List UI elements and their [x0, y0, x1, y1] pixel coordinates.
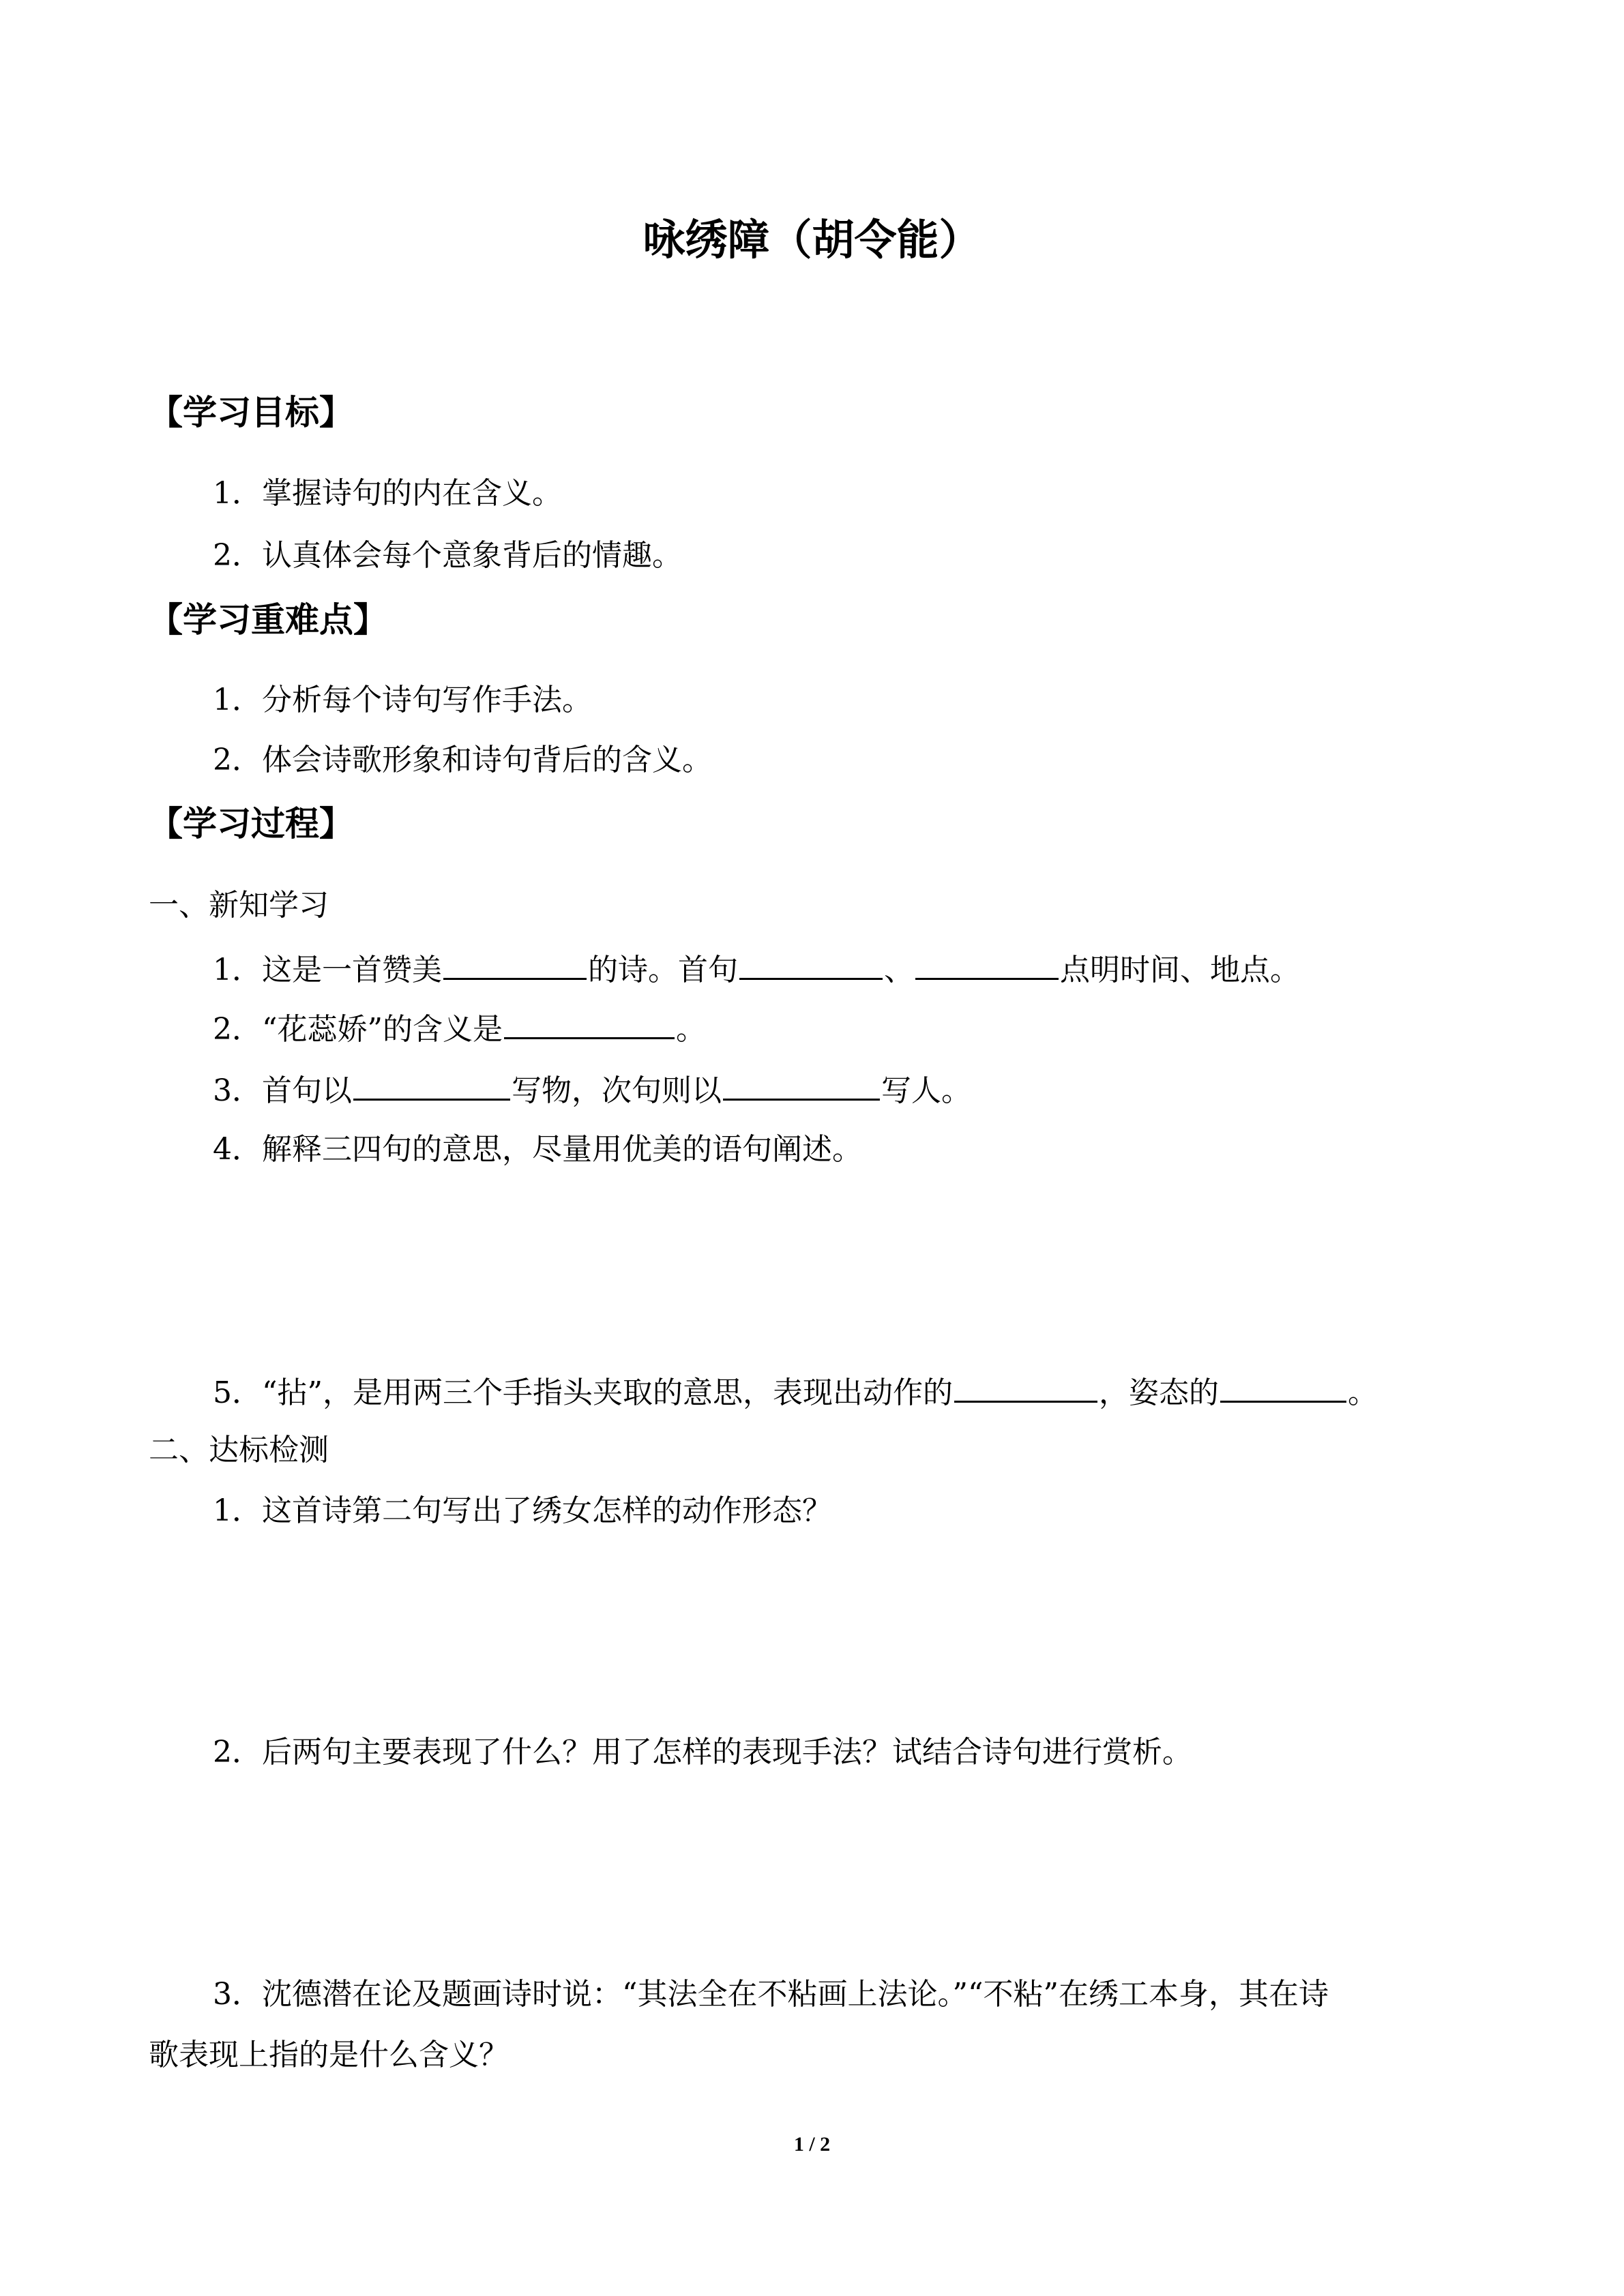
question-text: 写物，次句则以 [512, 1073, 722, 1108]
question-text: ，姿态的 [1098, 1375, 1219, 1410]
question-2-1: 1．这首诗第二句写出了绣女怎样的动作形态？ [213, 1493, 832, 1528]
answer-blank[interactable] [954, 1371, 1097, 1403]
question-2-3-line-1: 3．沈德潜在论及题画诗时说：“其法全在不粘画上法论。”“不粘”在绣工本身，其在诗 [213, 1977, 1329, 2012]
question-text: 。 [1347, 1375, 1378, 1410]
question-text: 5．“拈”，是用两三个手指头夹取的意思，表现出动作的 [213, 1375, 953, 1410]
question-text: 3．首句以 [213, 1073, 352, 1108]
section-1-title: 一、新知学习 [149, 888, 329, 923]
answer-blank[interactable] [739, 948, 883, 980]
question-text: 1．这是一首赞美 [213, 953, 442, 987]
page-title: 咏绣障（胡令能） [643, 215, 981, 265]
question-1-5 [213, 1371, 1378, 1414]
answer-blank[interactable] [723, 1069, 880, 1101]
answer-blank[interactable] [443, 948, 587, 980]
answer-blank[interactable] [1220, 1371, 1346, 1403]
question-text: 写人。 [881, 1073, 971, 1108]
answer-blank[interactable] [353, 1069, 510, 1101]
question-2-3-line-2: 歌表现上指的是什么含义？ [149, 2038, 509, 2072]
question-2-2: 2．后两句主要表现了什么？用了怎样的表现手法？试结合诗句进行赏析。 [213, 1735, 1192, 1770]
question-1-4: 4．解释三四句的意思，尽量用优美的语句阐述。 [213, 1132, 862, 1167]
question-text: 、 [884, 953, 914, 987]
page-number: 1 / 2 [793, 2133, 831, 2156]
question-text: 。 [675, 1012, 706, 1047]
question-text: 2．“花蕊娇”的含义是 [213, 1012, 503, 1047]
answer-blank[interactable] [504, 1007, 675, 1039]
key-point-item-2: 2．体会诗歌形象和诗句背后的含义。 [213, 743, 712, 777]
question-1-1 [213, 948, 1300, 991]
key-point-item-1: 1．分析每个诗句写作手法。 [213, 683, 592, 717]
objectives-heading: 【学习目标】 [149, 393, 353, 432]
question-1-3 [213, 1069, 971, 1112]
answer-blank[interactable] [915, 948, 1059, 980]
question-1-2 [213, 1007, 706, 1050]
objective-item-2: 2．认真体会每个意象背后的情趣。 [213, 538, 682, 573]
key-points-heading: 【学习重难点】 [149, 600, 387, 640]
section-2-title: 二、达标检测 [149, 1433, 329, 1467]
objective-item-1: 1．掌握诗句的内在含义。 [213, 476, 562, 511]
question-text: 点明时间、地点。 [1060, 953, 1300, 987]
question-text: 的诗。首句 [588, 953, 738, 987]
process-heading: 【学习过程】 [149, 804, 353, 844]
